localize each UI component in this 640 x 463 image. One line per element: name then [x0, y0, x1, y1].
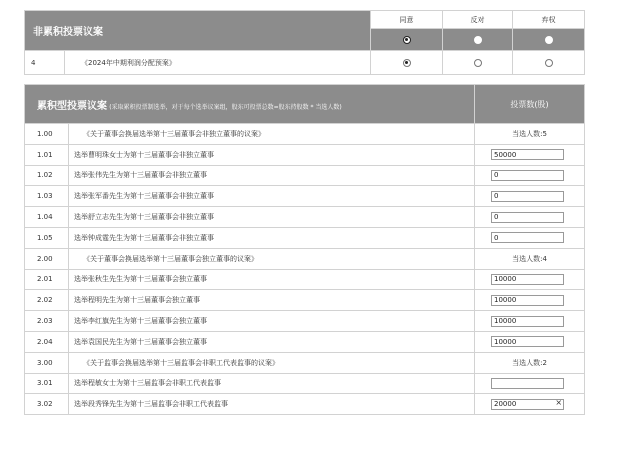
proposal-group-row [25, 124, 585, 145]
vote-input-wrapper [491, 399, 564, 410]
select-all-agree-radio[interactable] [403, 36, 411, 44]
candidate-row [25, 373, 585, 394]
proposal-number: 2.01 [25, 269, 69, 290]
vote-cell [475, 394, 585, 415]
proposal-number: 4 [25, 51, 65, 75]
vote-input-wrapper [491, 336, 564, 347]
vote-count-input[interactable] [491, 149, 564, 160]
proposal-number: 3.02 [25, 394, 69, 415]
proposal-number: 1.04 [25, 207, 69, 228]
non-cumulative-table [24, 10, 585, 75]
vote-cell [475, 144, 585, 165]
vote-input-wrapper [491, 170, 564, 181]
clear-icon[interactable]: × [555, 397, 563, 407]
vote-input-wrapper [491, 191, 564, 202]
vote-count-input[interactable] [491, 170, 564, 181]
vote-cell [475, 373, 585, 394]
vote-input-wrapper [491, 149, 564, 160]
vote-input-wrapper [491, 295, 564, 306]
vote-cell [475, 311, 585, 332]
select-all-abstain-radio[interactable] [545, 36, 553, 44]
select-all-oppose-radio[interactable] [474, 36, 482, 44]
option-header-abstain: 弃权 [513, 11, 585, 29]
select-all-abstain-cell [513, 29, 585, 51]
candidate-name: 选举张伟先生为第十三届董事会非独立董事 [69, 165, 475, 186]
proposal-number: 1.05 [25, 227, 69, 248]
elected-count: 当选人数:5 [475, 124, 585, 145]
cumulative-title: 累积型投票议案 [37, 100, 107, 112]
proposal-number: 1.03 [25, 186, 69, 207]
proposal-group-name: 《关于董事会换届选举第十三届董事会独立董事的议案》 [69, 248, 475, 269]
candidate-name: 选举袁国民先生为第十三届董事会独立董事 [69, 331, 475, 352]
proposal-group-name: 《关于监事会换届选举第十三届监事会非职工代表监事的议案》 [69, 352, 475, 373]
vote-count-input[interactable] [491, 316, 564, 327]
vote-cell [475, 331, 585, 352]
candidate-row [25, 186, 585, 207]
option-header-oppose: 反对 [443, 11, 513, 29]
vote-count-input[interactable] [491, 232, 564, 243]
candidate-name: 选举张秋生先生为第十三届董事会独立董事 [69, 269, 475, 290]
oppose-radio[interactable] [474, 59, 482, 67]
vote-cell [475, 186, 585, 207]
proposal-group-row [25, 352, 585, 373]
vote-count-input[interactable] [491, 295, 564, 306]
candidate-name: 选举曹明珠女士为第十三届董事会非独立董事 [69, 144, 475, 165]
proposal-group-name: 《关于董事会换届选举第十三届董事会非独立董事的议案》 [69, 124, 475, 145]
candidate-row [25, 165, 585, 186]
candidate-row [25, 290, 585, 311]
vote-count-input[interactable] [491, 191, 564, 202]
candidate-name: 选举程明先生为第十三届董事会独立董事 [69, 290, 475, 311]
proposal-number: 2.00 [25, 248, 69, 269]
proposal-number: 1.02 [25, 165, 69, 186]
candidate-name: 选举舒立志先生为第十三届董事会非独立董事 [69, 207, 475, 228]
select-all-agree-cell [371, 29, 443, 51]
cumulative-subtitle: (采取累积投票制选举，对于每个选举议案组，股东可投票总数=股东持股数 * 当选人数) [109, 103, 342, 111]
agree-radio[interactable] [403, 59, 411, 67]
proposal-number: 2.02 [25, 290, 69, 311]
votes-column-header: 投票数(股) [475, 85, 585, 124]
vote-input-wrapper [491, 316, 564, 327]
proposal-number: 2.04 [25, 331, 69, 352]
proposal-number: 1.01 [25, 144, 69, 165]
option-header-agree: 同意 [371, 11, 443, 29]
candidate-row [25, 394, 585, 415]
vote-count-input[interactable] [491, 336, 564, 347]
vote-cell [475, 165, 585, 186]
proposal-number: 1.00 [25, 124, 69, 145]
vote-count-input[interactable] [491, 274, 564, 285]
candidate-row [25, 269, 585, 290]
vote-input-wrapper [491, 378, 564, 389]
candidate-row [25, 331, 585, 352]
vote-input-wrapper [491, 212, 564, 223]
vote-cell [475, 207, 585, 228]
cumulative-header [25, 85, 475, 124]
proposal-group-row [25, 248, 585, 269]
proposal-name: 《2024年中期利润分配预案》 [65, 51, 371, 75]
candidate-row [25, 144, 585, 165]
vote-cell [475, 227, 585, 248]
candidate-row [25, 207, 585, 228]
candidate-name: 选举段秀锋先生为第十三届监事会非职工代表监事 [69, 394, 475, 415]
vote-cell [475, 290, 585, 311]
vote-cell [475, 269, 585, 290]
vote-input-wrapper [491, 274, 564, 285]
vote-input-wrapper [491, 232, 564, 243]
candidate-name: 选举程敏女士为第十三届监事会非职工代表监事 [69, 373, 475, 394]
table-row [25, 51, 585, 75]
vote-count-input[interactable] [491, 399, 564, 410]
vote-count-input[interactable] [491, 378, 564, 389]
select-all-oppose-cell [443, 29, 513, 51]
cumulative-table [24, 84, 585, 415]
elected-count: 当选人数:2 [475, 352, 585, 373]
proposal-number: 3.01 [25, 373, 69, 394]
vote-count-input[interactable] [491, 212, 564, 223]
candidate-name: 选举李红旗先生为第十三届董事会独立董事 [69, 311, 475, 332]
proposal-number: 2.03 [25, 311, 69, 332]
abstain-radio[interactable] [545, 59, 553, 67]
elected-count: 当选人数:4 [475, 248, 585, 269]
candidate-name: 选举张军番先生为第十三届董事会非独立董事 [69, 186, 475, 207]
non-cumulative-title: 非累积投票议案 [25, 11, 371, 51]
proposal-number: 3.00 [25, 352, 69, 373]
candidate-row [25, 311, 585, 332]
candidate-name: 选举钟成霆先生为第十三届董事会非独立董事 [69, 227, 475, 248]
candidate-row [25, 227, 585, 248]
